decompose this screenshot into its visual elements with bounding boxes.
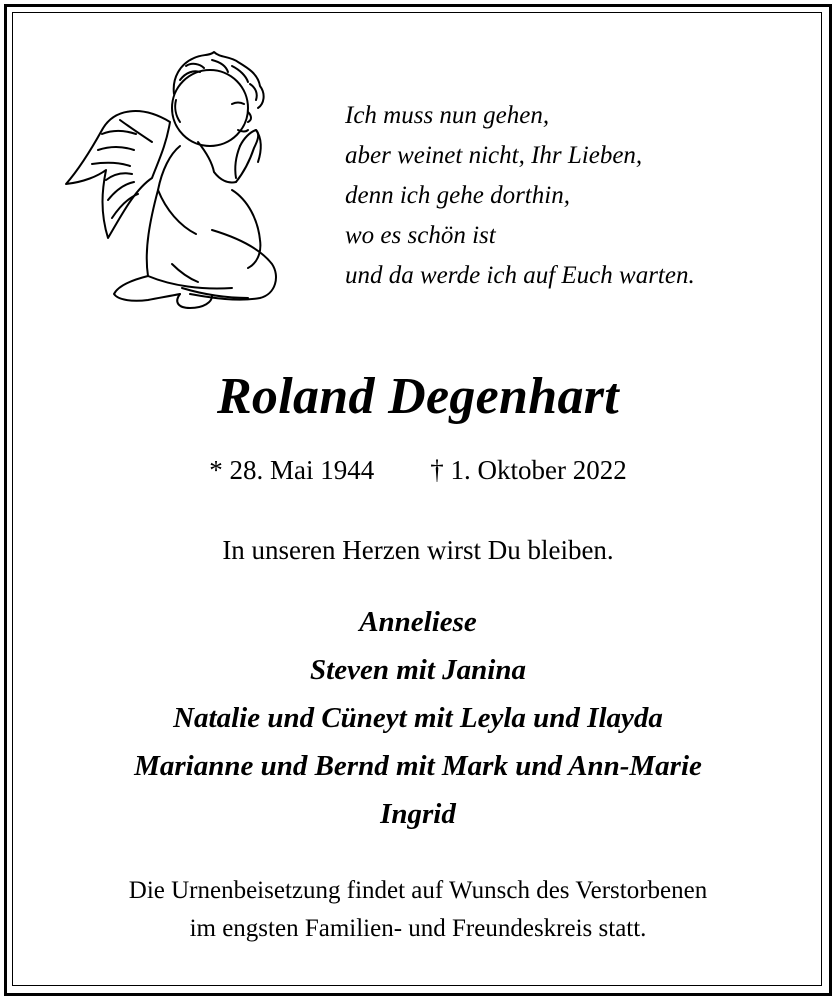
poem-line: Ich muss nun gehen, bbox=[345, 102, 550, 129]
deceased-name: Roland Degenhart bbox=[216, 368, 620, 425]
mourner-line: Steven mit Janina bbox=[310, 654, 526, 686]
poem bbox=[345, 96, 805, 296]
mourner-line: Natalie und Cüneyt mit Leyla und Ilayda bbox=[173, 702, 663, 734]
burial-note bbox=[0, 872, 836, 948]
burial-note-line: Die Urnenbeisetzung findet auf Wunsch des Verstorbenen bbox=[128, 877, 708, 904]
birth-date: * 28. Mai 1944 bbox=[209, 455, 375, 485]
poem-line: wo es schön ist bbox=[345, 222, 496, 249]
praying-angel-icon bbox=[62, 50, 282, 312]
mourner-line: Marianne und Bernd mit Mark und Ann-Marie bbox=[134, 750, 702, 782]
mourners-list bbox=[0, 602, 836, 842]
poem-line: denn ich gehe dorthin, bbox=[345, 182, 570, 209]
mourner-line: Anneliese bbox=[359, 606, 477, 638]
motto: In unseren Herzen wirst Du bleiben. bbox=[222, 535, 614, 565]
poem-line: und da werde ich auf Euch warten. bbox=[345, 262, 695, 289]
poem-line: aber weinet nicht, Ihr Lieben, bbox=[345, 142, 643, 169]
burial-note-line: im engsten Familien- und Freundeskreis statt. bbox=[189, 915, 647, 942]
mourner-line: Ingrid bbox=[380, 798, 456, 830]
life-dates bbox=[0, 450, 836, 490]
death-date: † 1. Oktober 2022 bbox=[430, 455, 627, 485]
